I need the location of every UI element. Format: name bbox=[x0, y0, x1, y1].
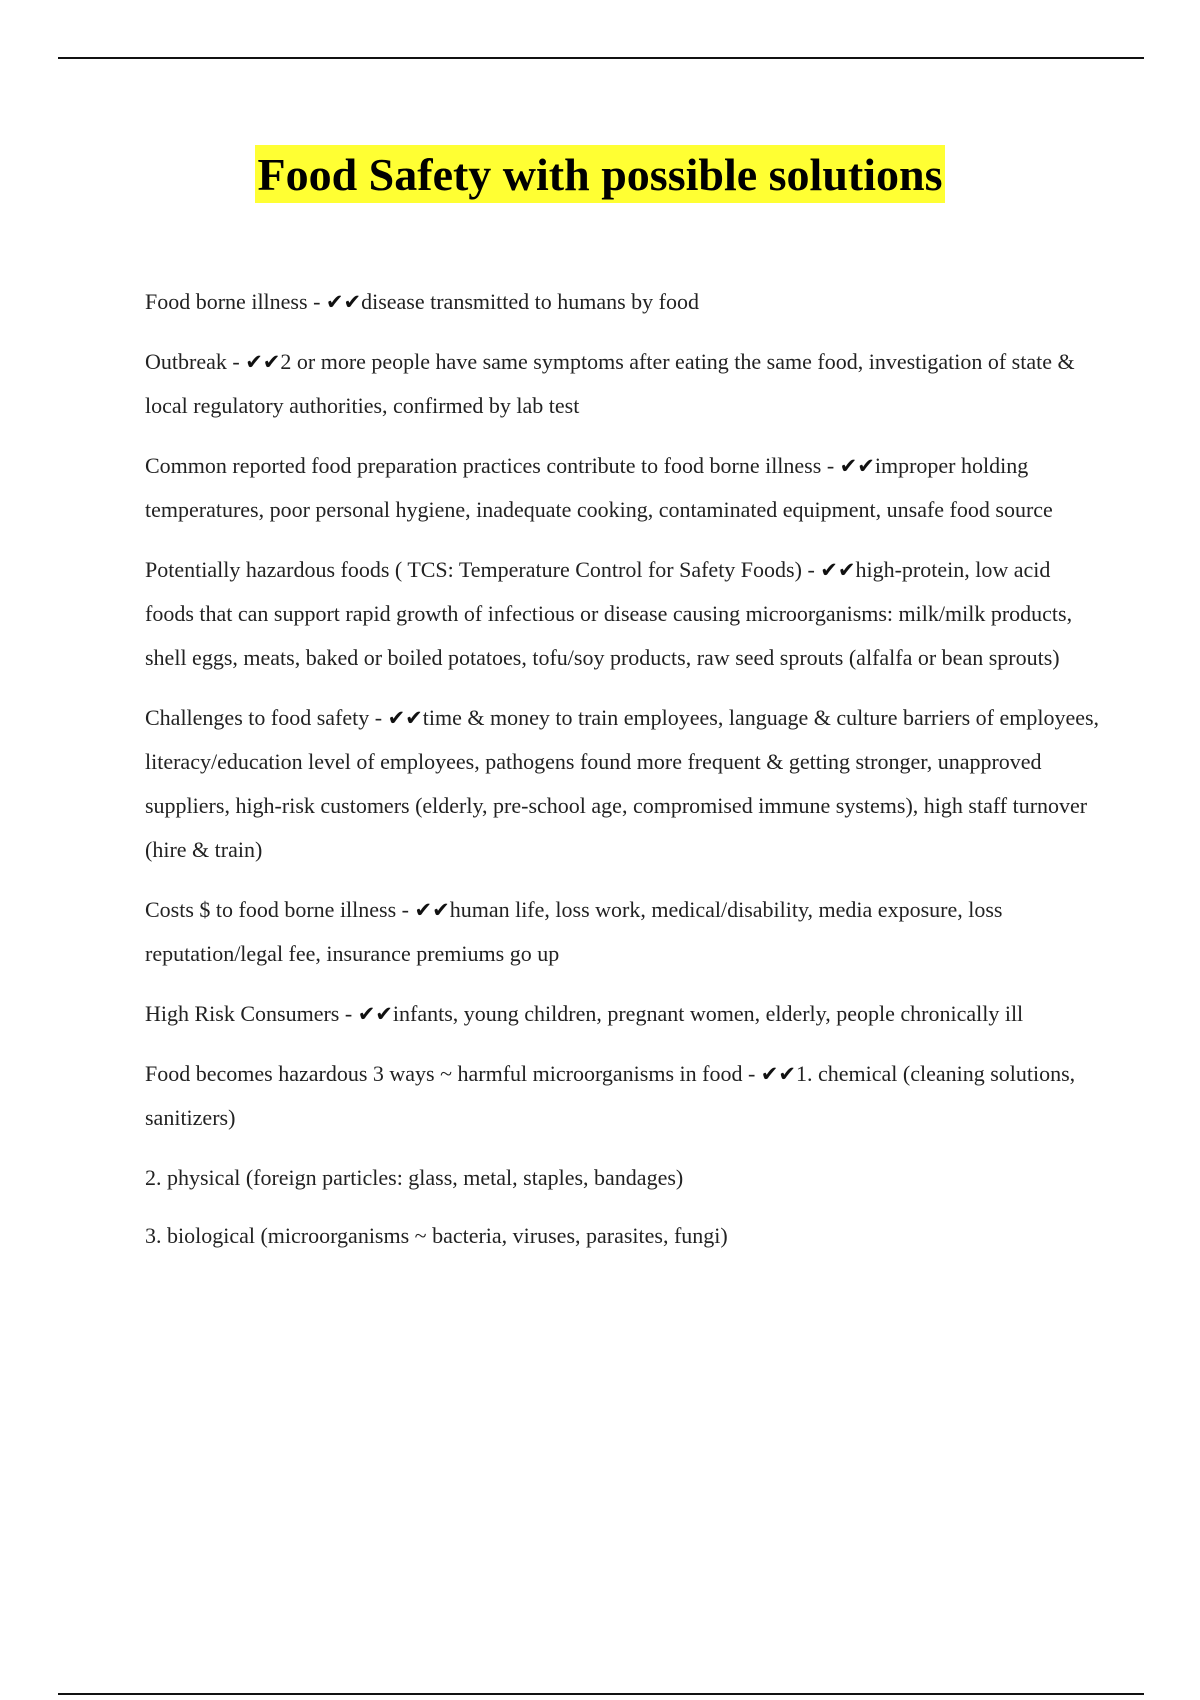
double-check-icon: ✔✔ bbox=[387, 706, 423, 730]
entry-definition: human life, loss work, medical/disability, media exposure, loss reputation/legal fee, insurance premiums go up bbox=[145, 897, 1003, 966]
double-check-icon: ✔✔ bbox=[357, 1002, 393, 1026]
double-check-icon: ✔✔ bbox=[760, 1062, 796, 1086]
entry-separator: - bbox=[339, 1001, 358, 1026]
entry-separator: - bbox=[226, 349, 246, 374]
entry-separator: - bbox=[307, 289, 326, 314]
entry-separator: - bbox=[801, 557, 821, 582]
entry-term: Challenges to food safety bbox=[145, 705, 370, 730]
entry-separator: - bbox=[369, 705, 388, 730]
continuation-line: 3. biological (microorganisms ~ bacteria, viruses, parasites, fungi) bbox=[145, 1223, 728, 1248]
entry-definition: disease transmitted to humans by food bbox=[361, 289, 699, 314]
footer-rule bbox=[58, 1693, 1144, 1695]
definition-entry bbox=[145, 696, 1100, 872]
definition-entry bbox=[145, 548, 1100, 680]
entry-separator: - bbox=[396, 897, 415, 922]
entry-definition: 1. chemical (cleaning solutions, sanitizers) bbox=[145, 1061, 1076, 1130]
entry-separator: - bbox=[742, 1061, 761, 1086]
page-title: Food Safety with possible solutions bbox=[255, 145, 944, 203]
entry-definition: 2 or more people have same symptoms after eating the same food, investigation of state & local regulatory authorities, confirmed by lab test bbox=[145, 349, 1075, 418]
continuation-line: 2. physical (foreign particles: glass, metal, staples, bandages) bbox=[145, 1165, 684, 1190]
entry-term: Food becomes hazardous 3 ways ~ harmful microorganisms in food bbox=[145, 1061, 743, 1086]
definition-entry bbox=[145, 1052, 1100, 1140]
definition-entry bbox=[145, 340, 1100, 428]
header-rule bbox=[58, 57, 1144, 59]
entry-term: Outbreak bbox=[145, 349, 227, 374]
entry-definition: infants, young children, pregnant women, elderly, people chronically ill bbox=[392, 1001, 1024, 1026]
double-check-icon: ✔✔ bbox=[839, 454, 875, 478]
definition-entry bbox=[145, 992, 1100, 1036]
title-block bbox=[0, 145, 1200, 203]
entry-term: High Risk Consumers bbox=[145, 1001, 340, 1026]
entry-definition: time & money to train employees, language & culture barriers of employees, literacy/education level of employees, pathogens found more frequent & getting stronger, unapproved suppliers, high-risk customers (elderly, pre-school age, compromised immune systems), high staff turnover (hire & train) bbox=[145, 705, 1100, 862]
definition-entry bbox=[145, 888, 1100, 976]
entry-term: Common reported food preparation practices contribute to food borne illness bbox=[145, 453, 822, 478]
document-body bbox=[145, 280, 1100, 1272]
entry-definition: high-protein, low acid foods that can support rapid growth of infectious or disease causing microorganisms: milk/milk products, shell eggs, meats, baked or boiled potatoes, tofu/soy products, raw seed sprouts (alfalfa or bean sprouts) bbox=[145, 557, 1073, 670]
double-check-icon: ✔✔ bbox=[414, 898, 450, 922]
double-check-icon: ✔✔ bbox=[245, 350, 281, 374]
entry-term: Food borne illness bbox=[145, 289, 308, 314]
entry-term: Costs $ to food borne illness bbox=[145, 897, 397, 922]
entry-term: Potentially hazardous foods ( TCS: Temperature Control for Safety Foods) bbox=[145, 557, 802, 582]
double-check-icon: ✔✔ bbox=[820, 558, 856, 582]
entry-definition: improper holding temperatures, poor personal hygiene, inadequate cooking, contaminated equipment, unsafe food source bbox=[145, 453, 1053, 522]
entry-separator: - bbox=[821, 453, 840, 478]
double-check-icon: ✔✔ bbox=[325, 290, 362, 314]
definition-entry bbox=[145, 444, 1100, 532]
definition-entry bbox=[145, 280, 1100, 324]
